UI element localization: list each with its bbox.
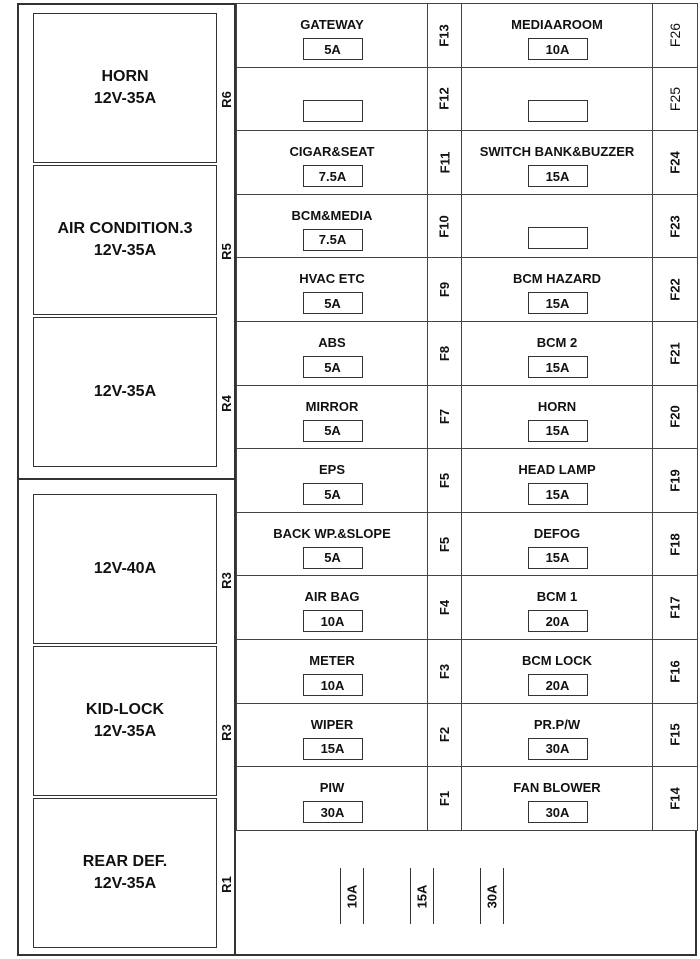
fuse-amp-box: 5A <box>303 292 363 314</box>
fuse-id-cell <box>427 3 462 68</box>
fuse-id-cell <box>652 67 698 132</box>
fuse-cell-f19 <box>461 448 653 513</box>
fuse-id: F12 <box>437 87 452 111</box>
fuse-amp-box: 15A <box>528 292 588 314</box>
fuse-amp-box <box>528 100 588 122</box>
fuse-id: F19 <box>667 469 683 492</box>
fuse-cell-f8 <box>236 321 428 386</box>
fuse-amp-box: 15A <box>528 356 588 378</box>
fuse-id-cell <box>652 703 698 768</box>
fuse-cell-f21 <box>461 321 653 386</box>
relay-label-text: R4 <box>218 394 234 412</box>
fuse-id-cell <box>652 766 698 831</box>
fuse-cell-f18 <box>461 512 653 577</box>
spare-fuse-15a <box>410 868 434 924</box>
fuse-id-cell <box>427 448 462 513</box>
relay-rating: 12V-40A <box>93 560 157 577</box>
fuse-name: MIRROR <box>305 398 359 414</box>
fuse-amp-box <box>303 100 363 122</box>
relay-rating: 12V-35A <box>93 242 157 259</box>
fuse-id: F16 <box>667 660 683 683</box>
fuse-amp-box: 20A <box>528 610 588 632</box>
fuse-id-cell <box>427 703 462 768</box>
fuse-id-cell <box>427 385 462 450</box>
fuse-cell-f26 <box>461 3 653 68</box>
fuse-name: MEDIAAROOM <box>511 17 603 32</box>
fuse-id: F7 <box>436 409 452 425</box>
relay-rating: 12V-35A <box>93 875 157 892</box>
fuse-cell-f4 <box>236 575 428 640</box>
fuse-cell-f1 <box>236 766 428 831</box>
fuse-cell-f25 <box>461 67 653 132</box>
relay-name: AIR CONDITION.3 <box>57 220 193 237</box>
relay-label-text: R5 <box>218 242 234 260</box>
fuse-id: F2 <box>436 727 452 743</box>
fuse-id-cell <box>652 512 698 577</box>
fuse-amp-box: 10A <box>303 674 363 696</box>
fuse-name: BCM&MEDIA <box>291 207 373 223</box>
fuse-name: PR.P/W <box>533 716 581 732</box>
relay-aircon3 <box>33 165 217 315</box>
fuse-id: F9 <box>436 282 452 298</box>
relay-label-text: R1 <box>218 875 234 893</box>
fuse-id-cell <box>427 67 462 132</box>
relay-reardef <box>33 798 217 948</box>
fuse-cell-f11 <box>236 130 428 195</box>
fuse-name: BCM HAZARD <box>512 271 602 287</box>
fuse-amp-box: 30A <box>528 801 588 823</box>
fuse-cell-f16 <box>461 639 653 704</box>
spare-fuse-label: 10A <box>344 884 360 908</box>
fuse-id-cell <box>427 766 462 831</box>
fuse-id-cell <box>652 321 698 386</box>
fuse-id-cell <box>652 194 698 259</box>
fuse-id: F22 <box>667 278 683 301</box>
fuse-cell-f12 <box>236 67 428 132</box>
fuse-name: BCM LOCK <box>521 653 593 668</box>
fuse-name: METER <box>309 653 355 668</box>
relay-horn <box>33 13 217 163</box>
fuse-id: F15 <box>667 723 683 747</box>
fuse-cell-f9 <box>236 257 428 322</box>
fuse-name: CIGAR&SEAT <box>289 144 375 160</box>
fuse-id-cell <box>427 130 462 195</box>
fuse-amp-box <box>528 227 588 249</box>
relay-rating: 12V-35A <box>93 90 157 107</box>
relay-name: HORN <box>101 68 149 85</box>
fuse-amp-box: 5A <box>303 356 363 378</box>
fuse-id-cell <box>427 512 462 577</box>
fuse-cell-f5 <box>236 512 428 577</box>
fuse-name: AIR BAG <box>304 589 360 605</box>
fuse-id-cell <box>652 448 698 513</box>
spare-fuse-30a <box>480 868 504 924</box>
fuse-amp-box: 15A <box>528 483 588 505</box>
fuse-cell-f3 <box>236 639 428 704</box>
fuse-cell-f15 <box>461 703 653 768</box>
relay-kidlock <box>33 646 217 796</box>
fuse-name: SWITCH BANK&BUZZER <box>479 144 635 160</box>
fuse-amp-box: 20A <box>528 674 588 696</box>
relay-label <box>218 394 234 412</box>
relay-label-text: R6 <box>218 90 234 108</box>
fuse-amp-box: 15A <box>303 738 363 760</box>
fuse-id-cell <box>427 321 462 386</box>
fuse-name: BCM 2 <box>536 335 578 350</box>
fuse-amp-box: 5A <box>303 483 363 505</box>
fuse-name: HORN <box>537 398 577 414</box>
spare-fuse-area <box>236 830 697 956</box>
fuse-id: F23 <box>667 214 683 238</box>
fuse-id: F4 <box>436 600 452 616</box>
fuse-name: PIW <box>319 780 345 796</box>
fuse-id-cell <box>427 575 462 640</box>
relay-label <box>218 242 234 260</box>
fuse-id-cell <box>652 3 698 68</box>
fuse-id: F25 <box>667 86 683 111</box>
fuse-amp-box: 10A <box>303 610 363 632</box>
relay-name: KID-LOCK <box>85 701 165 718</box>
relay-label <box>218 90 234 108</box>
fuse-id: F17 <box>667 596 683 619</box>
relay-name: REAR DEF. <box>82 853 168 870</box>
fuse-id-cell <box>652 130 698 195</box>
fuse-name: GATEWAY <box>300 17 364 32</box>
relay-blank <box>33 317 217 467</box>
fuse-amp-box: 30A <box>528 738 588 760</box>
relay-r40 <box>33 494 217 644</box>
fuse-cell-f23 <box>461 194 653 259</box>
fuse-id: F26 <box>667 23 683 48</box>
relay-rating: 12V-35A <box>93 723 157 740</box>
fuse-amp-box: 5A <box>303 420 363 442</box>
relay-rating: 12V-35A <box>93 383 157 400</box>
fuse-cell-f10 <box>236 194 428 259</box>
fuse-cell-f7 <box>236 385 428 450</box>
fuse-cell-f20 <box>461 385 653 450</box>
relay-label-text: R3 <box>218 571 234 589</box>
fuse-id: F8 <box>436 345 452 361</box>
fuse-id-cell <box>652 639 698 704</box>
relay-label <box>218 875 234 893</box>
fuse-amp-box: 15A <box>528 165 588 187</box>
fuse-name: BCM 1 <box>536 589 578 605</box>
fuse-id: F10 <box>437 214 452 238</box>
fuse-amp-box: 30A <box>303 801 363 823</box>
relay-label-text: R3 <box>218 723 234 741</box>
fuse-name: EPS <box>318 462 345 478</box>
fuse-amp-box: 15A <box>528 420 588 442</box>
fuse-name: WIPER <box>310 716 354 732</box>
fuse-id-cell <box>427 639 462 704</box>
fuse-amp-box: 5A <box>303 38 363 60</box>
fuse-id: F1 <box>436 790 452 807</box>
fuse-id-cell <box>427 257 462 322</box>
fuse-id: F3 <box>436 663 452 679</box>
fuse-cell-f14 <box>461 766 653 831</box>
fuse-cell-f24 <box>461 130 653 195</box>
fuse-name: DEFOG <box>533 525 581 541</box>
relay-label <box>218 723 234 741</box>
fuse-cell-f17 <box>461 575 653 640</box>
fuse-amp-box: 7.5A <box>303 229 363 251</box>
fuse-cell-f2 <box>236 703 428 768</box>
fuse-id-cell <box>652 385 698 450</box>
fuse-id: F13 <box>437 24 452 47</box>
fuse-cell-f5 <box>236 448 428 513</box>
fuse-id: F14 <box>667 787 683 810</box>
fuse-name: ABS <box>318 335 346 350</box>
spare-fuse-10a <box>340 868 364 924</box>
fuse-name: HVAC ETC <box>299 271 365 287</box>
fuse-amp-box: 5A <box>303 547 363 569</box>
fuse-amp-box: 7.5A <box>303 165 363 187</box>
fuse-id-cell <box>652 575 698 640</box>
fuse-id: F21 <box>667 342 683 365</box>
fuse-amp-box: 15A <box>528 547 588 569</box>
fuse-id-cell <box>427 194 462 259</box>
fuse-name: HEAD LAMP <box>518 462 596 478</box>
fuse-id: F5 <box>436 472 452 489</box>
fuse-id-cell <box>652 257 698 322</box>
fuse-id: F5 <box>436 536 452 552</box>
relay-label <box>218 571 234 589</box>
fuse-id: F18 <box>667 532 683 556</box>
fuse-id: F11 <box>437 151 452 174</box>
spare-fuse-label: 15A <box>414 884 430 908</box>
fuse-cell-f13 <box>236 3 428 68</box>
fuse-name: FAN BLOWER <box>513 780 601 796</box>
fuse-amp-box: 10A <box>528 38 588 60</box>
fuse-id: F20 <box>667 405 683 429</box>
spare-fuse-label: 30A <box>484 884 500 908</box>
fuse-id: F24 <box>667 151 683 174</box>
fuse-name: BACK WP.&SLOPE <box>273 525 391 541</box>
fuse-cell-f22 <box>461 257 653 322</box>
